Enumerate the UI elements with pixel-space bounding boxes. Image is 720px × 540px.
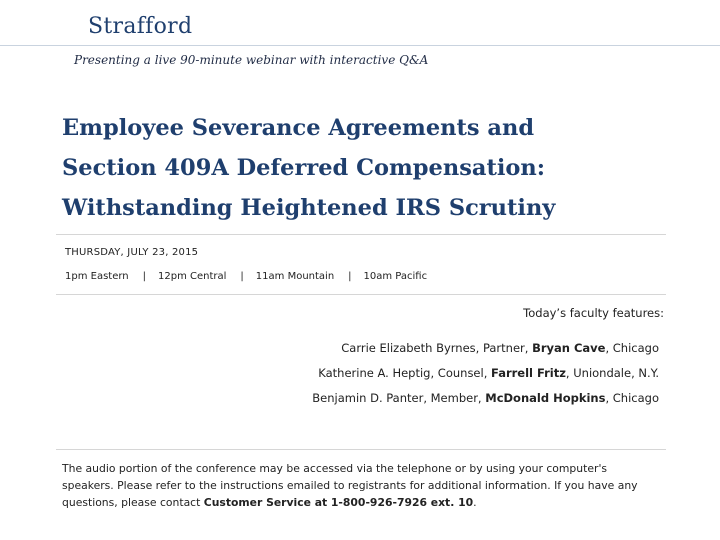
time-central: 12pm Central bbox=[158, 271, 227, 282]
faculty-divider bbox=[56, 449, 666, 450]
customer-service-contact: Customer Service at 1-800-926-7926 ext. 10 bbox=[203, 496, 474, 509]
time-mountain: 11am Mountain bbox=[255, 271, 335, 282]
time-separator: | bbox=[142, 271, 147, 282]
title-divider bbox=[56, 234, 666, 235]
speaker-2-firm: Farrell Fritz bbox=[491, 366, 566, 380]
title-line-2: Section 409A Deferred Compensation: bbox=[62, 155, 546, 181]
speaker-2: Katherine A. Heptig, Counsel, Farrell Fritz, Uniondale, N.Y. bbox=[318, 366, 659, 380]
time-separator: | bbox=[348, 271, 352, 282]
schedule-divider bbox=[56, 294, 666, 295]
audio-notice: The audio portion of the conference may be accessed via the telephone or by using your computer's speakers. Please refer to the instructions emailed to registrants for additional information. If you have any questions, please contact Customer Service at 1-800-926-7926 ext. 10. bbox=[62, 462, 638, 509]
speaker-3-firm: McDonald Hopkins bbox=[485, 391, 606, 405]
title-line-3: Withstanding Heightened IRS Scrutiny bbox=[62, 195, 556, 221]
title-line-1: Employee Severance Agreements and bbox=[62, 115, 535, 141]
header-divider bbox=[0, 45, 720, 46]
tagline: Presenting a live 90-minute webinar with interactive Q&A bbox=[74, 53, 429, 67]
speaker-1-firm: Bryan Cave bbox=[532, 341, 606, 355]
speaker-1: Carrie Elizabeth Byrnes, Partner, Bryan Cave, Chicago bbox=[341, 341, 659, 355]
time-eastern: 1pm Eastern bbox=[65, 271, 129, 282]
faculty-heading: Today’s faculty features: bbox=[523, 306, 664, 320]
webinar-date: THURSDAY, JULY 23, 2015 bbox=[65, 247, 199, 258]
webinar-title bbox=[62, 108, 662, 228]
webinar-times bbox=[65, 271, 427, 282]
time-pacific: 10am Pacific bbox=[363, 271, 428, 282]
time-separator: | bbox=[240, 271, 244, 282]
speaker-3: Benjamin D. Panter, Member, McDonald Hopkins, Chicago bbox=[312, 391, 659, 405]
strafford-logo: Strafford bbox=[88, 14, 193, 39]
